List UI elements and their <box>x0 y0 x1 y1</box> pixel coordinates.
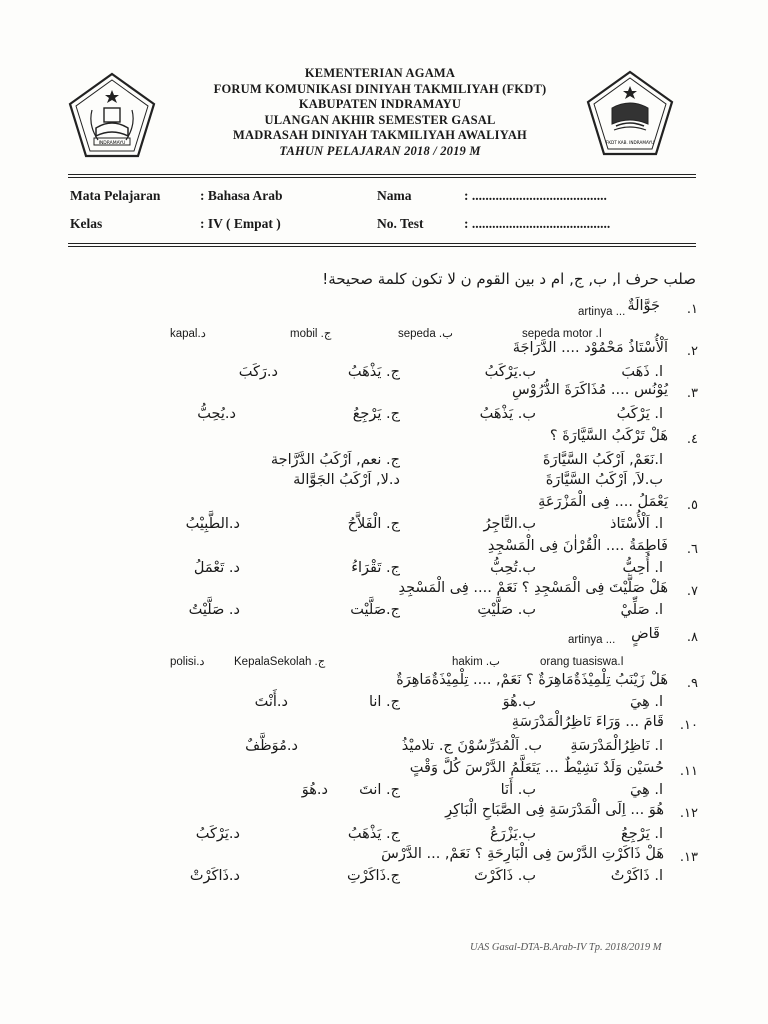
q2-number: .٢ <box>686 344 698 359</box>
q5-number: .٥ <box>686 498 698 513</box>
q1-option-b: sepeda .ب <box>398 328 453 340</box>
header-line-6: TAHUN PELAJARAN 2018 / 2019 M <box>279 143 481 158</box>
q4-option-d: د.لا, اَرْكَبُ الجَوَّالة <box>293 472 400 488</box>
q8-option-b: hakim .ب <box>452 656 500 668</box>
q13-option-b: ب. ذَاكَرْتَ <box>474 868 536 884</box>
q11-option-b: ب. أَنَا <box>500 782 536 798</box>
q3-option-a: ا. يَرْكَبُ <box>616 406 663 422</box>
q11-number: .١١ <box>679 764 698 779</box>
q12-text: هُوَ ... اِلَى الْمَدْرَسَةِ فِى الصَّبَاحِ الْبَاكِرِ <box>445 802 664 818</box>
q4-option-c: ج. نعم, اَرْكَبُ الدَّرَّاجة <box>270 452 400 468</box>
q12-option-d: د.يَرْكَبُ <box>195 826 240 842</box>
q6-text: فَاطِمَةُ .... الْقُرْاٰنَ فِى الْمَسْجِدِ <box>487 538 668 554</box>
subject-value: : Bahasa Arab <box>200 188 283 203</box>
q5-option-b: ب.التَّاجِرُ <box>483 516 536 532</box>
q8-option-c: KepalaSekolah .ج <box>234 656 326 668</box>
fkdt-logo <box>584 68 676 160</box>
q7-number: .٧ <box>686 584 698 599</box>
name-value: : ........................................ <box>464 188 607 203</box>
q2-option-a: ا. ذَهَبَ <box>621 364 663 380</box>
info-rule-2 <box>68 246 696 247</box>
q8-number: .٨ <box>686 630 698 645</box>
q12-option-c: ج. يَذْهَبُ <box>347 826 400 842</box>
q7-text: هَلْ صَلَّيْتَ فِى الْمَسْجِدِ ؟ نَعَمْ .... فِى الْمَسْجِدِ <box>398 580 668 596</box>
q4-text: هَلْ تَرْكَبُ السَّيَّارَةَ ؟ <box>549 428 668 444</box>
test-value: : ......................................... <box>464 216 611 231</box>
q1-option-c: mobil .ج <box>290 328 332 340</box>
q9-text: هَلْ زَيْنَبُ تِلْمِيْذَةٌمَاهِرَةٌ ؟ نَعَمْ, .... تِلْمِيْذَةٌمَاهِرَةٌ <box>396 672 668 688</box>
q13-option-d: د.ذَاكَرْتْ <box>189 868 240 884</box>
q1-option-d: kapal.د <box>170 328 206 340</box>
q1-artinya: artinya ... <box>578 306 626 318</box>
q2-option-c: ج. يَذْهَبُ <box>347 364 400 380</box>
subject-label: Mata Pelajaran <box>70 188 161 203</box>
name-label: Nama <box>377 188 412 203</box>
header-line-4: ULANGAN AKHIR SEMESTER GASAL <box>264 112 496 127</box>
header-line-3: KABUPATEN INDRAMAYU <box>298 97 462 111</box>
q11-option-a: ا. هِيَ <box>630 782 663 798</box>
q5-option-c: ج. الْفَلاَّحُ <box>347 516 400 532</box>
q1-number: .١ <box>686 302 698 317</box>
q4-option-b: ب.لاَ, اَرْكَبُ السَّيَّارَةَ <box>545 472 663 488</box>
q9-option-c: ج. انا <box>368 694 400 710</box>
q13-option-c: ج.ذَاكَرْتِ <box>346 868 400 884</box>
q8-option-a: orang tuasiswa.ا <box>540 656 624 668</box>
q2-option-d: د.رَكَبَ <box>238 364 278 380</box>
q12-number: .١٢ <box>679 806 698 821</box>
q9-option-a: ا. هِيَ <box>630 694 663 710</box>
q12-option-a: ا. يَرْجِعُ <box>621 826 663 842</box>
q9-option-b: ب.هُوَ <box>502 694 536 710</box>
q6-option-a: ا. أُحِبُّ <box>622 560 663 576</box>
q6-number: .٦ <box>686 542 698 557</box>
q13-option-a: ا. ذَاكَرْتُ <box>610 868 663 884</box>
header-rule-top-2 <box>68 177 696 178</box>
q9-option-d: د.أَنْتَ <box>254 694 288 710</box>
q3-option-c: ج. يَرْجِعُ <box>352 406 400 422</box>
class-value: : IV ( Empat ) <box>200 216 281 231</box>
q11-option-c: ج. انتَ <box>359 782 400 798</box>
q8-artinya: artinya ... <box>568 634 616 646</box>
q13-number: .١٣ <box>679 850 698 865</box>
q6-option-c: ج. تَقْرَاءُ <box>351 560 400 576</box>
header-line-1: KEMENTERIAN AGAMA <box>304 66 456 80</box>
q9-number: .٩ <box>686 676 698 691</box>
header-titles <box>180 66 580 159</box>
q8-text: قَاضٍ <box>631 626 660 642</box>
q10-option-a: ا. نَاظِرُالْمَدْرَسَةِ <box>570 738 663 754</box>
q1-text: جَوَّالَةٌ <box>627 298 660 314</box>
q3-number: .٣ <box>686 386 698 401</box>
q3-option-d: د.يُحِبُّ <box>197 406 236 422</box>
q7-option-b: ب. صَلَّيْتِ <box>477 602 536 618</box>
q6-option-d: د. تَعْمَلُ <box>193 560 240 576</box>
q3-option-b: ب. يَذْهَبُ <box>479 406 536 422</box>
q5-option-d: د.الطَّبِيْبُ <box>185 516 240 532</box>
q11-text: حُسَيْن وَلَدٌ نَشِيْطٌ ... يَتَعَلَّمُ الدَّرْسَ كُلَّ وَقْتٍ <box>409 760 664 776</box>
footer-code: UAS Gasal-DTA-B.Arab-IV Tp. 2018/2019 M <box>470 942 662 953</box>
q1-option-a: sepeda motor .ا <box>522 328 602 340</box>
q2-text: اَلْأُسْتَاذُ مَحْمُوْد .... الدَّرَاجَةَ <box>512 340 668 356</box>
q12-option-b: ب.يَزْرَعُ <box>490 826 536 842</box>
header-rule-top <box>68 174 696 175</box>
q7-option-c: ج.صَلَّيْت <box>350 602 400 618</box>
q10-number: .١٠ <box>679 718 698 733</box>
q10-option-b: ب. اَلْمُدَرِّسُوْنَ ج. تلاميْذُ <box>401 738 542 754</box>
logo-right-text: FKDT KAB. INDRAMAYU <box>605 140 655 145</box>
q10-text: قَامَ ... وَرَاءَ نَاظِرُالْمَدْرَسَةِ <box>511 714 664 730</box>
q11-option-d: د.هُوَ <box>301 782 328 798</box>
header-line-5: MADRASAH DINIYAH TAKMILIYAH AWALIYAH <box>233 128 527 142</box>
q2-option-b: ب.يَرْكَبُ <box>484 364 536 380</box>
info-rule <box>68 243 696 244</box>
q13-text: هَلْ ذَاكَرْتِ الدَّرْسَ فِى الْبَارِحَةِ ؟ نَعَمْ, ... الدَّرْسَ <box>381 846 664 862</box>
q3-text: يُوْنُس .... مُذَاكَرَةَ الدُّرُوْسِ <box>512 382 668 398</box>
test-label: No. Test <box>377 216 424 231</box>
instruction: صلب حرف ا, ب, ج, ام د بين القوم ن لا تكون كلمة صحيحة! <box>322 270 696 288</box>
q10-option-d: د.مُوَظَّفٌ <box>245 738 298 754</box>
q8-option-d: polisi.د <box>170 656 205 668</box>
q5-option-a: ا. اَلْأُسْتَاذ <box>610 516 663 532</box>
q5-text: يَعْمَلُ .... فِى الْمَزْرَعَةِ <box>538 494 668 510</box>
header-line-2: FORUM KOMUNIKASI DINIYAH TAKMILIYAH (FKDT) <box>213 81 547 96</box>
q6-option-b: ب.تُحِبُّ <box>490 560 536 576</box>
logo-left-text: INDRAMAYU <box>98 141 126 146</box>
kemenag-logo <box>66 70 158 162</box>
q4-number: .٤ <box>686 432 698 447</box>
q7-option-a: ا. صَلِّيْ <box>620 602 663 618</box>
q7-option-d: د. صَلَّيْتُ <box>188 602 240 618</box>
class-label: Kelas <box>70 216 103 231</box>
q4-option-a: ا.نَعَمْ, اَرْكَبُ السَّيَّارَةَ <box>542 452 663 468</box>
